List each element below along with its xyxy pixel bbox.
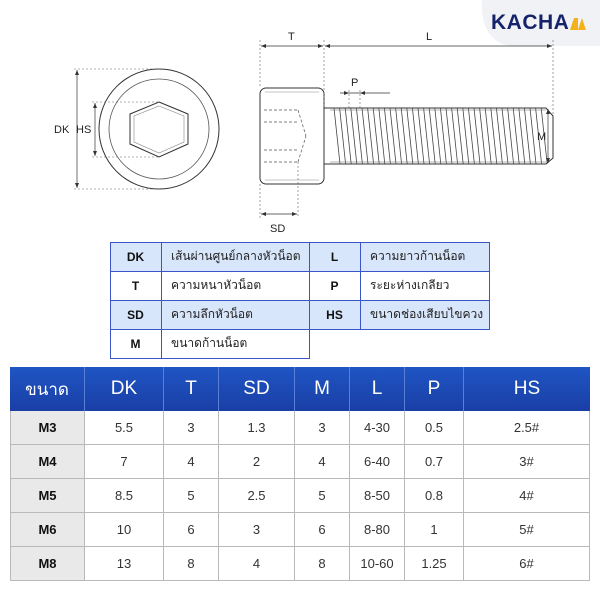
legend-desc: ระยะห่างเกลียว [370, 278, 450, 292]
cell-m: 4 [295, 445, 350, 479]
cell-dk: 5.5 [85, 411, 164, 445]
header-l: L [350, 367, 405, 411]
cell-l: 8-80 [350, 513, 405, 547]
label-m: M [537, 131, 547, 143]
cell-p: 1.25 [405, 547, 464, 581]
cell-p: 0.8 [405, 479, 464, 513]
spec-table-header [10, 367, 590, 411]
cell-t: 8 [164, 547, 219, 581]
legend-desc: ความหนาหัวน็อต [171, 278, 262, 292]
cell-dk: 8.5 [85, 479, 164, 513]
header-p: P [405, 367, 464, 411]
cell-m: 6 [295, 513, 350, 547]
cell-size: M8 [10, 547, 85, 581]
cell-dk: 13 [85, 547, 164, 581]
legend-key: HS [309, 300, 361, 329]
table-row [10, 547, 590, 581]
legend-key: M [110, 329, 162, 358]
header-t: T [164, 367, 219, 411]
header-dk: DK [85, 367, 164, 411]
cell-dk: 10 [85, 513, 164, 547]
cell-dk: 7 [85, 445, 164, 479]
cell-m: 3 [295, 411, 350, 445]
legend-desc: ขนาดก้านน็อต [171, 336, 248, 350]
cell-t: 5 [164, 479, 219, 513]
cell-sd: 4 [219, 547, 295, 581]
label-p: P [351, 77, 359, 89]
label-dk: DK [54, 124, 70, 136]
legend-key: L [309, 242, 361, 271]
bolt-drawing [0, 0, 600, 240]
cell-t: 6 [164, 513, 219, 547]
label-t: T [288, 31, 295, 43]
table-row [10, 513, 590, 547]
header-size: ขนาด [10, 367, 85, 411]
table-row [10, 479, 590, 513]
cell-m: 5 [295, 479, 350, 513]
cell-t: 4 [164, 445, 219, 479]
header-hs: HS [513, 378, 541, 399]
cell-l: 4-30 [350, 411, 405, 445]
legend-desc: ความลึกหัวน็อต [171, 307, 253, 321]
cell-l: 6-40 [350, 445, 405, 479]
cell-sd: 2 [219, 445, 295, 479]
table-row [10, 445, 590, 479]
cell-hs: 4# [464, 479, 590, 513]
cell-hs: 2.5# [464, 411, 590, 445]
cell-size: M5 [10, 479, 85, 513]
cell-size: M3 [10, 411, 85, 445]
legend-desc: ขนาดช่องเสียบไขควง [370, 307, 484, 321]
cell-t: 3 [164, 411, 219, 445]
cell-l: 10-60 [350, 547, 405, 581]
cell-hs: 3# [464, 445, 590, 479]
cell-sd: 2.5 [219, 479, 295, 513]
legend-desc: ความยาวก้านน็อต [370, 249, 466, 263]
legend-key: DK [110, 242, 162, 271]
cell-sd: 1.3 [219, 411, 295, 445]
cell-p: 1 [405, 513, 464, 547]
legend-desc: เส้นผ่านศูนย์กลางหัวน็อต [171, 249, 301, 263]
cell-l: 8-50 [350, 479, 405, 513]
cell-hs: 6# [464, 547, 590, 581]
cell-size: M6 [10, 513, 85, 547]
legend-key: SD [110, 300, 162, 329]
header-m: M [295, 367, 350, 411]
cell-p: 0.7 [405, 445, 464, 479]
cell-hs: 5# [464, 513, 590, 547]
cell-m: 8 [295, 547, 350, 581]
cell-sd: 3 [219, 513, 295, 547]
label-sd: SD [270, 223, 286, 235]
header-sd: SD [219, 367, 295, 411]
bolt-end-view [99, 69, 219, 189]
label-l: L [426, 31, 433, 43]
bolt-side-view [260, 88, 553, 184]
brand-name: KACHA [491, 11, 570, 34]
legend-key: P [309, 271, 361, 300]
legend-key: T [110, 271, 162, 300]
cell-p: 0.5 [405, 411, 464, 445]
cell-size: M4 [10, 445, 85, 479]
table-row [10, 411, 590, 445]
label-hs: HS [76, 124, 92, 136]
